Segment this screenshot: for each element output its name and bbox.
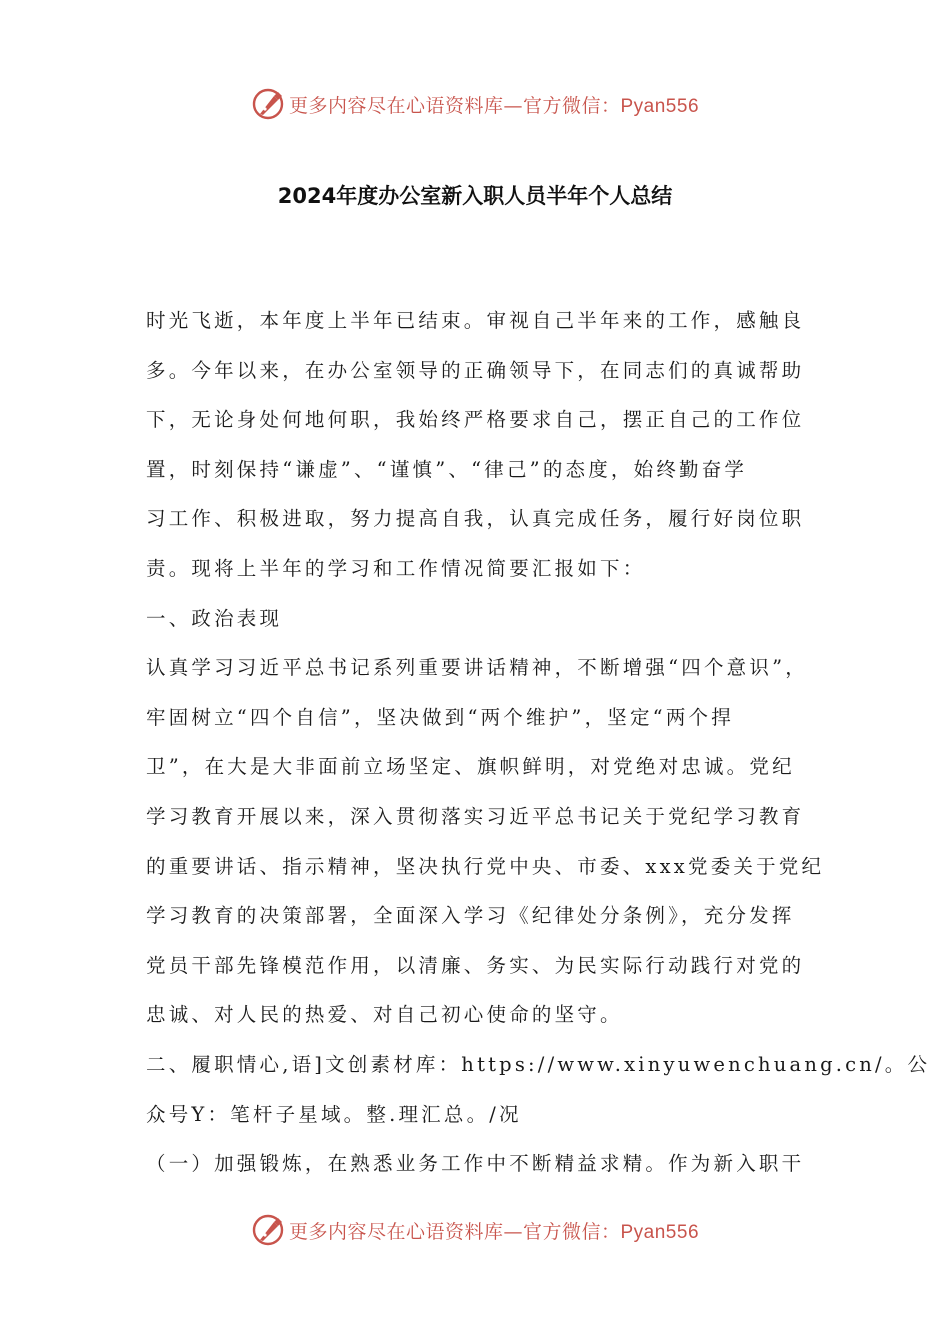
body-line: 习工作、积极进取，努力提高自我，认真完成任务，履行好岗位职 bbox=[146, 507, 805, 531]
document-title: 2024年度办公室新入职人员半年个人总结 bbox=[277, 184, 673, 208]
section-heading-political: 一、政治表现 bbox=[146, 606, 283, 630]
wechat-id: Pyan556 bbox=[620, 95, 700, 117]
body-line: 卫”，在大是大非面前立场坚定、旗帜鲜明，对党绝对忠诚。党纪 bbox=[146, 755, 795, 779]
body-line: 认真学习习近平总书记系列重要讲话精神，不断增强“四个意识”， bbox=[146, 656, 808, 680]
body-line: 置，时刻保持“谦虚”、“谨慎”、“律己”的态度，始终勤奋学 bbox=[146, 457, 748, 481]
pen-nib-logo-icon bbox=[251, 1213, 285, 1247]
body-line: 学习教育开展以来，深入贯彻落实习近平总书记关于党纪学习教育 bbox=[146, 804, 805, 828]
body-line: 众号Y：笔杆子星域。整.理汇总。/况 bbox=[146, 1102, 522, 1126]
body-line: 多。今年以来，在办公室领导的正确领导下，在同志们的真诚帮助 bbox=[146, 358, 805, 382]
body-line: 牢固树立“四个自信”，坚决做到“两个维护”，坚定“两个捍 bbox=[146, 705, 734, 729]
body-line: 的重要讲话、指示精神，坚决执行党中央、市委、xxx党委关于党纪 bbox=[146, 854, 825, 878]
body-line: 责。现将上半年的学习和工作情况简要汇报如下： bbox=[146, 556, 646, 580]
body-line: 忠诚、对人民的热爱、对自己初心使命的坚守。 bbox=[146, 1003, 623, 1027]
pen-nib-logo-icon bbox=[251, 87, 285, 121]
body-line: 学习教育的决策部署，全面深入学习《纪律处分条例》，充分发挥 bbox=[146, 904, 795, 928]
subsection-heading: （一）加强锻炼，在熟悉业务工作中不断精益求精。作为新入职干 bbox=[146, 1152, 805, 1176]
watermark-banner-bottom bbox=[0, 1210, 950, 1250]
body-line: 时光飞逝，本年度上半年已结束。审视自己半年来的工作，感触良 bbox=[146, 309, 805, 332]
body-line: 下，无论身处何地何职，我始终严格要求自己，摆正自己的工作位 bbox=[146, 408, 805, 432]
document-body bbox=[146, 296, 931, 1189]
wechat-id: Pyan556 bbox=[620, 1221, 700, 1243]
watermark-banner-top bbox=[0, 84, 950, 124]
watermark-text: 更多内容尽在心语资料库—官方微信：Pyan556 bbox=[288, 94, 700, 117]
watermark-text: 更多内容尽在心语资料库—官方微信：Pyan556 bbox=[288, 1220, 700, 1243]
section-heading-duties: 二、履职情心,语]文创素材库：https://www.xinyuwenchuang.cn/。公 bbox=[146, 1052, 931, 1076]
body-line: 党员干部先锋模范作用，以清廉、务实、为民实际行动践行对党的 bbox=[146, 953, 805, 977]
